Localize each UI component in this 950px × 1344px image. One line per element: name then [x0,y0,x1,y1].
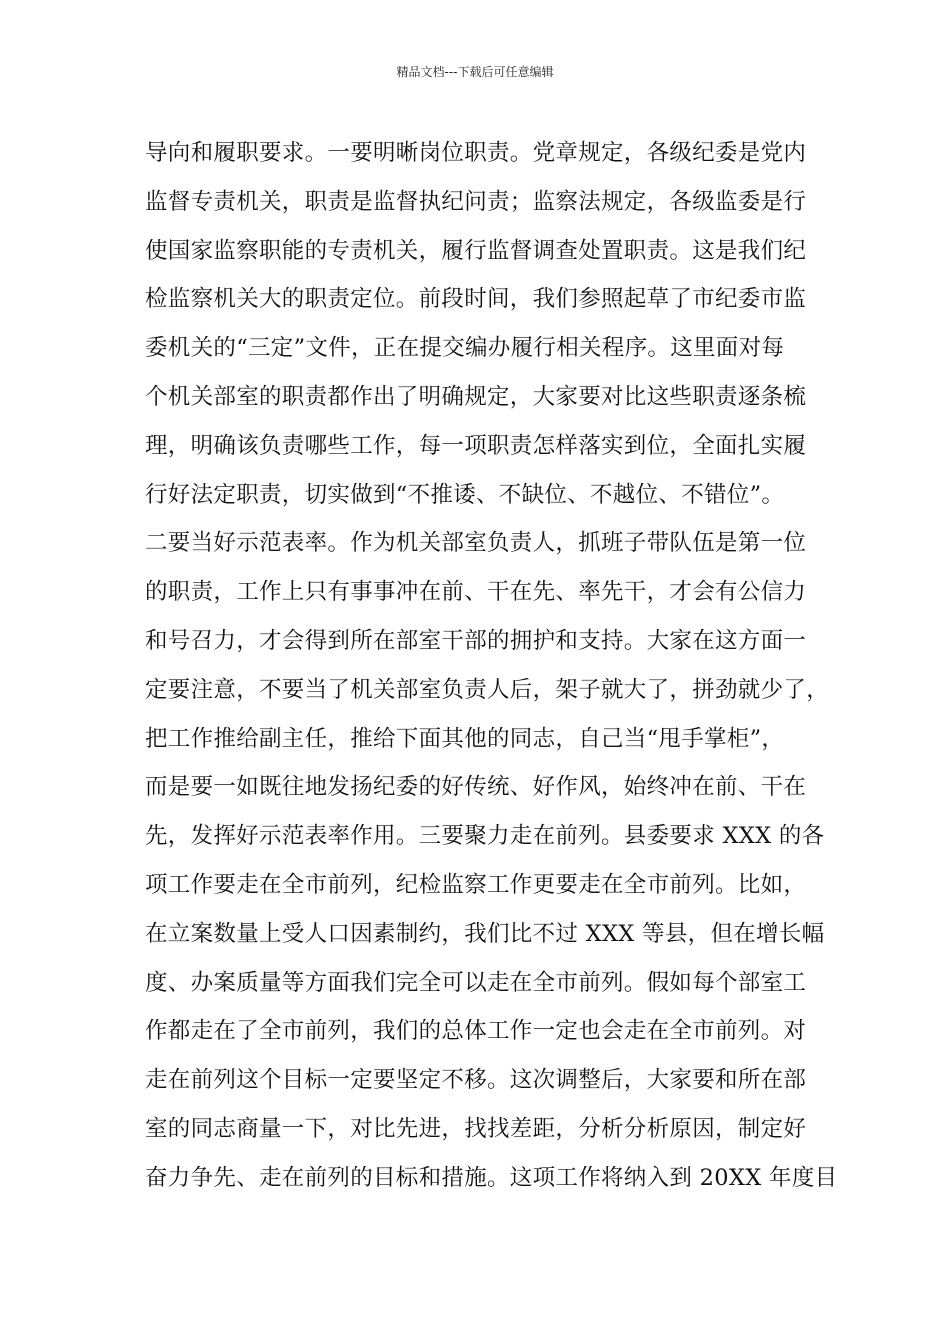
text-line: 定要注意，不要当了机关部室负责人后，架子就大了，拼劲就少了， [145,676,830,703]
text-line: 奋力争先、走在前列的目标和措施。这项工作将纳入到 20XX 年度目 [145,1164,838,1191]
text-line: 把工作推给副主任，推给下面其他的同志，自己当“甩手掌柜”， [145,725,785,752]
text-line: 作都走在了全市前列，我们的总体工作一定也会走在全市前列。对 [145,1018,807,1045]
text-line: 行好法定职责，切实做到“不推诿、不缺位、不越位、不错位”。 [145,481,785,508]
text-line: 项工作要走在全市前列，纪检监察工作更要走在全市前列。比如， [145,871,807,898]
text-line: 二要当好示范表率。作为机关部室负责人，抓班子带队伍是第一位 [145,530,807,557]
text-line: 的职责，工作上只有事事冲在前、干在先、率先干，才会有公信力 [145,579,807,606]
text-line: 而是要一如既往地发扬纪委的好传统、好作风，始终冲在前、干在 [145,774,807,801]
text-line: 和号召力，才会得到所在部室干部的拥护和支持。大家在这方面一 [145,627,807,654]
page-header: 精品文档---下载后可任意编辑 [396,65,554,79]
text-line: 室的同志商量一下，对比先进，找找差距，分析分析原因，制定好 [145,1115,807,1142]
text-line: 理，明确该负责哪些工作，每一项职责怎样落实到位，全面扎实履 [145,432,807,459]
text-line: 在立案数量上受人口因素制约，我们比不过 XXX 等县，但在增长幅 [145,920,825,947]
text-line: 导向和履职要求。一要明晰岗位职责。党章规定，各级纪委是党内 [145,140,807,166]
text-line: 委机关的“三定”文件，正在提交编办履行相关程序。这里面对每 [145,335,785,362]
text-line: 先，发挥好示范表率作用。三要聚力走在前列。县委要求 XXX 的各 [145,823,825,850]
text-line: 走在前列这个目标一定要坚定不移。这次调整后，大家要和所在部 [145,1067,807,1094]
text-line: 使国家监察职能的专责机关，履行监督调查处置职责。这是我们纪 [145,237,807,264]
text-line: 检监察机关大的职责定位。前段时间，我们参照起草了市纪委市监 [145,286,807,313]
text-line: 个机关部室的职责都作出了明确规定，大家要对比这些职责逐条梳 [145,383,807,410]
text-line: 度、办案质量等方面我们完全可以走在全市前列。假如每个部室工 [145,969,807,996]
body-text [145,129,838,1203]
text-line: 监督专责机关，职责是监督执纪问责；监察法规定，各级监委是行 [145,188,807,215]
